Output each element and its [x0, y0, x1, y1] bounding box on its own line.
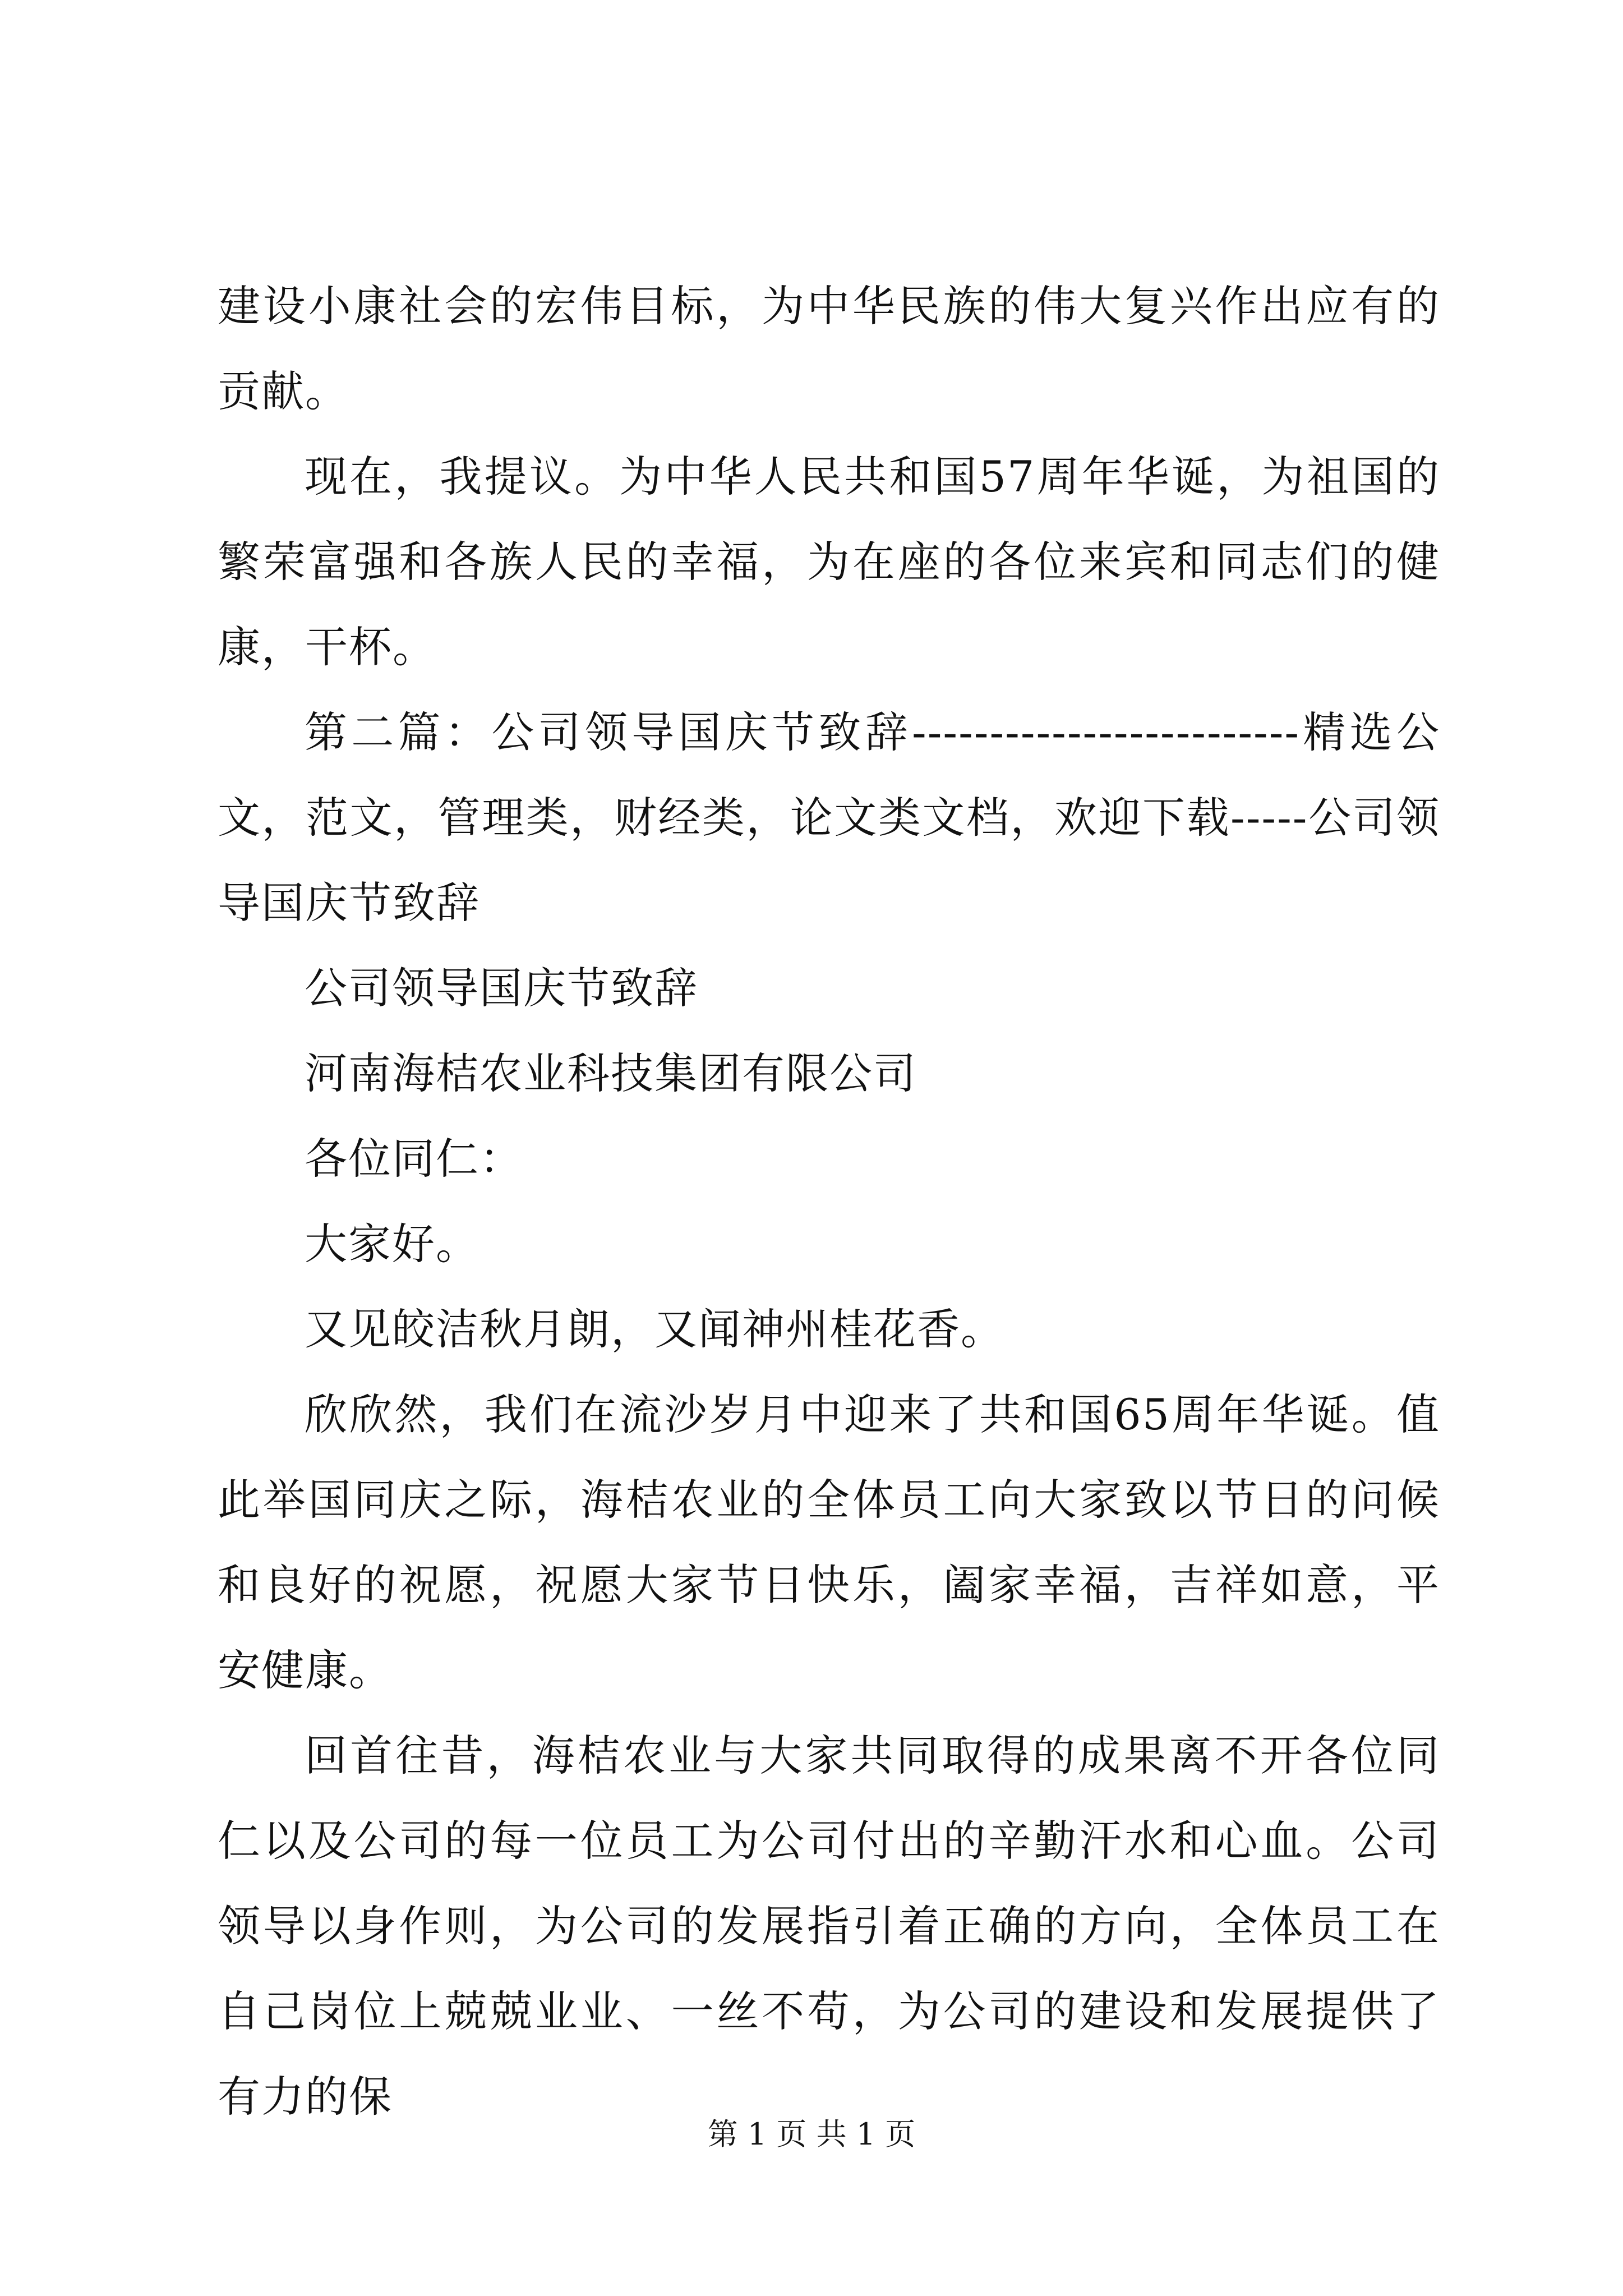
paragraph: 欣欣然，我们在流沙岁月中迎来了共和国65周年华诞。值此举国同庆之际，海桔农业的全体员工向大家致以节日的问候和良好的祝愿，祝愿大家节日快乐，阖家幸福，吉祥如意，平安健康。 [218, 1389, 1440, 1695]
section-heading: 第二篇：公司领导国庆节致辞-------------------------精选公文，范文，管理类，财经类，论文类文档，欢迎下载-----公司领导国庆节致辞 [218, 707, 1440, 928]
paragraph: 又见皎洁秋月朗，又闻神州桂花香。 [305, 1304, 1004, 1354]
paragraph: 建设小康社会的宏伟目标，为中华民族的伟大复兴作出应有的贡献。 [218, 281, 1440, 416]
document-body [218, 264, 1440, 2139]
paragraph: 回首往昔，海桔农业与大家共同取得的成果离不开各位同仁以及公司的每一位员工为公司付出的辛勤汗水和心血。公司领导以身作则，为公司的发展指引着正确的方向，全体员工在自己岗位上兢兢业业、一丝不苟，为公司的建设和发展提供了有力的保 [218, 1731, 1440, 2122]
page-footer: 第 1 页 共 1 页 [707, 2116, 916, 2152]
greeting: 大家好。 [305, 1219, 479, 1269]
speech-title: 公司领导国庆节致辞 [305, 963, 698, 1013]
salutation: 各位同仁： [305, 1134, 523, 1184]
company-name: 河南海桔农业科技集团有限公司 [305, 1048, 917, 1098]
paragraph: 现在，我提议。为中华人民共和国57周年华诞，为祖国的繁荣富强和各族人民的幸福，为在座的各位来宾和同志们的健康，干杯。 [218, 452, 1440, 672]
